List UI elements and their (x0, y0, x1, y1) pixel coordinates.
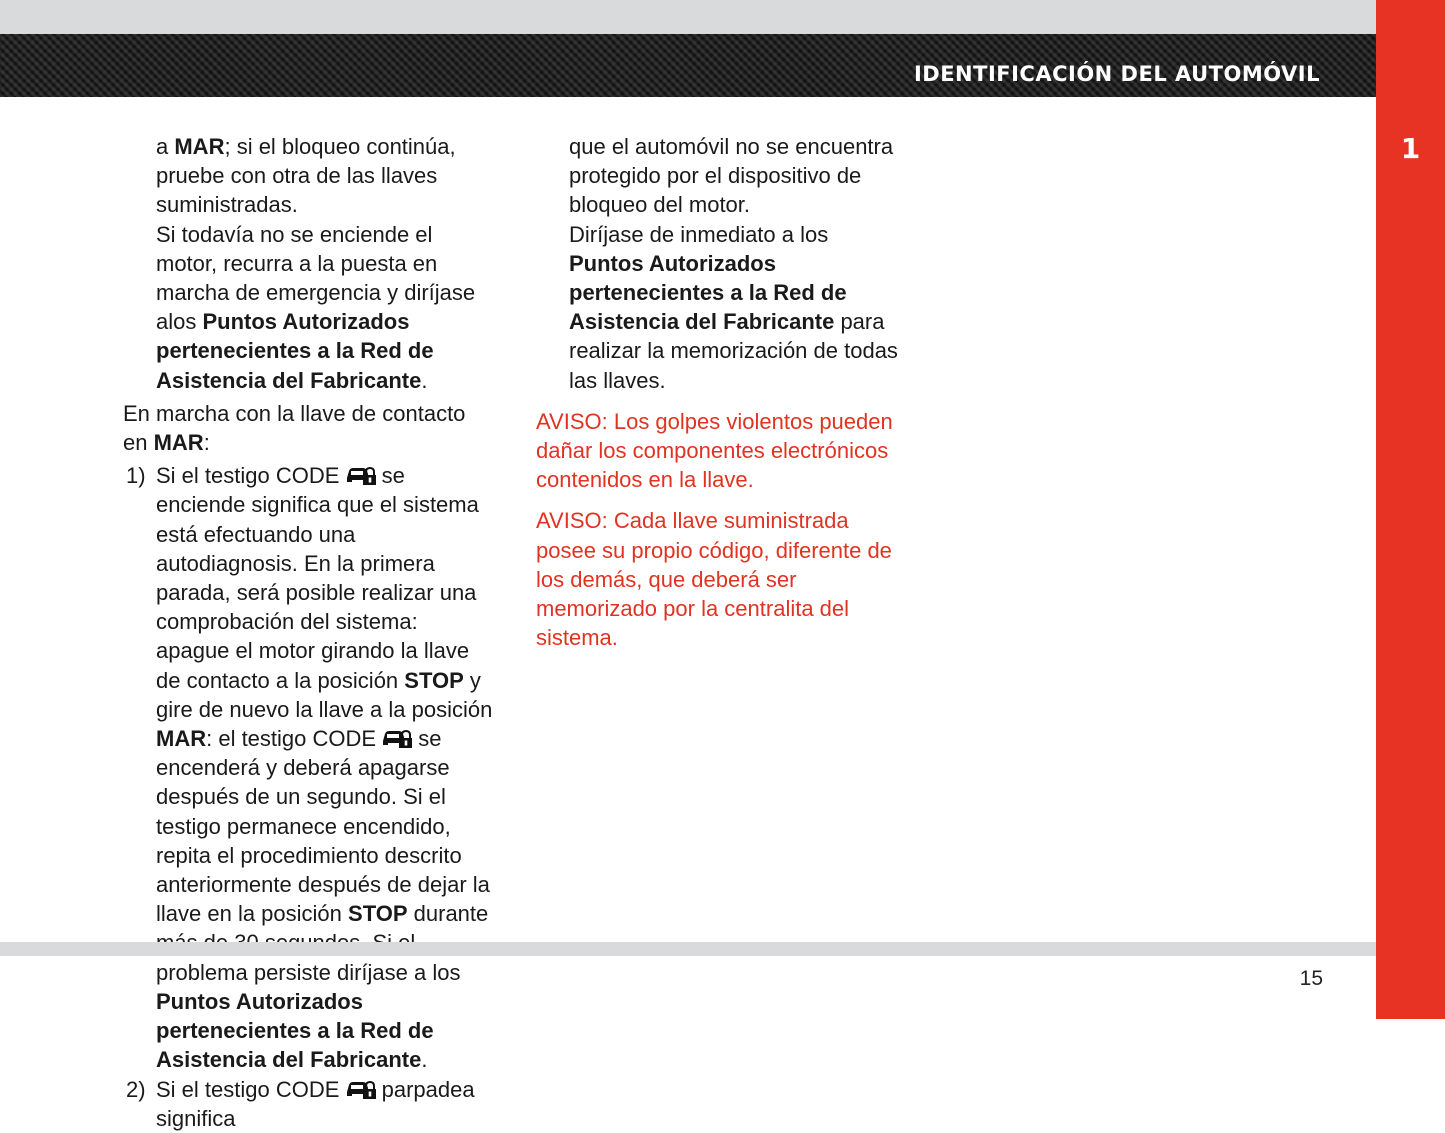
list-number: 1) (126, 463, 146, 489)
page-number: 15 (1299, 967, 1323, 990)
list-item: 2) Si el testigo CODE parpadea significa (126, 1076, 475, 1131)
warning-label: AVISO (536, 408, 602, 434)
warning-label: AVISO (536, 508, 602, 534)
paragraph-running: En marcha con la llave de contacto en MAR: (123, 400, 466, 456)
car-padlock-icon (346, 1078, 376, 1100)
left-column (123, 132, 493, 1133)
paragraph-intro: a MAR; si el bloqueo continúa, pruebe con otra de las llaves suministradas. Si todavía no se enciende el motor, recurra a la puesta en marcha de emergencia y diríjase alos Puntos Autorizados pertenecientes a la Red de Asistencia del Fabricante. (156, 134, 476, 393)
list-item: 1) Si el testigo CODE se enciende significa que el sistema está efectuando una autodiagnosis. En la primera parada, será posible realizar una comprobación del sistema: apague el motor girando la llave de contacto a la posición STOP y gire de nuevo la llave a la posición MAR: el testigo CODE se encenderá y deberá apagarse después de un segundo. Si el testigo permanece encendido, repita el procedimiento descrito anteriormente después de dejar la llave en la posición STOP durante problema persiste diríjase a los Puntos Autorizados pertenecientes a la Red de Asistencia del Fabricante. (126, 463, 493, 1073)
car-padlock-icon (382, 727, 412, 749)
section-title: IDENTIFICACIÓN DEL AUTOMÓVIL (913, 62, 1320, 86)
header-band (0, 34, 1376, 97)
chapter-tab (1376, 0, 1445, 1019)
paragraph-continued: que el automóvil no se encuentra protegido por el dispositivo de bloqueo del motor. Diríjase de inmediato a los Puntos Autorizados pertenecientes a la Red de Asistencia del Fabricante para realizar la memorización de todas las llaves. (569, 134, 898, 393)
car-padlock-icon (346, 464, 376, 486)
right-column (536, 132, 906, 652)
warning-note: AVISO: Cada llave suministrada posee su propio código, diferente de los demás, que deberá ser memorizado por la centralita del sistema. (536, 508, 892, 651)
bottom-grey-strip (0, 942, 1376, 956)
list-number: 2) (126, 1076, 146, 1102)
top-grey-strip (0, 0, 1376, 34)
chapter-number: 1 (1400, 132, 1421, 165)
warning-note: AVISO: Los golpes violentos pueden dañar los componentes electrónicos contenidos en la llave. (536, 408, 893, 493)
